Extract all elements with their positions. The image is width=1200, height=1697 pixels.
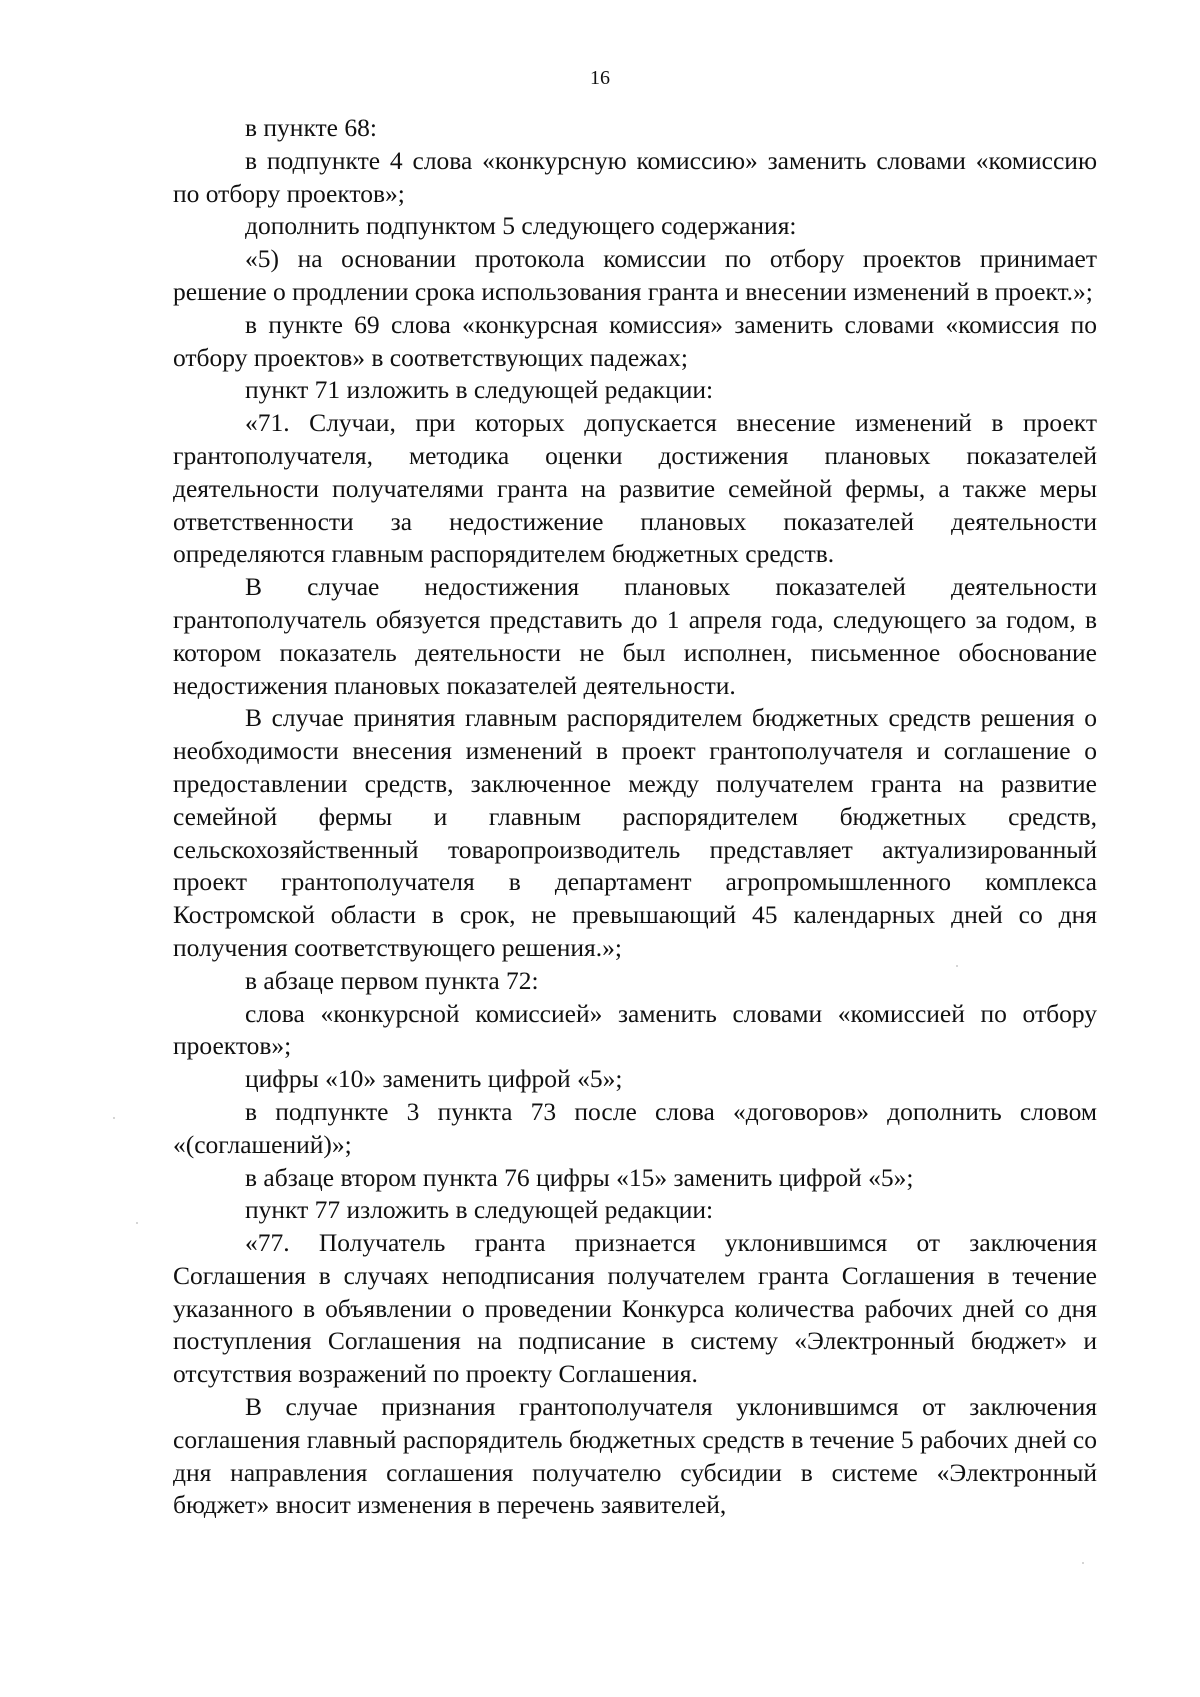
paragraph: в абзаце втором пункта 76 цифры «15» заменить цифрой «5»; [245,1162,914,1192]
paragraph: слова «конкурсной комиссией» заменить словами «комиссией по отбору проектов»; [173,998,1097,1061]
paragraph: в пункте 68: [245,113,377,142]
paragraph: В случае недостижения плановых показателей деятельности грантополучатель обязуется представить до 1 апреля года, следующего за годом, в котором показатель деятельности не был исполнен, письменное обоснование недостижения плановых показателей деятельности. [173,572,1097,700]
paragraph: В случае признания грантополучателя уклонившимся от заключения соглашения главный распорядитель бюджетных средств в течение 5 рабочих дней со дня направления соглашения получателю субсидии в системе «Электронный бюджет» вносит изменения в перечень заявителей, [173,1392,1097,1520]
document-body [173,112,1097,1522]
paragraph: в подпункте 4 слова «конкурсную комиссию» заменить словами «комиссию по отбору проектов»; [173,145,1097,208]
paragraph: цифры «10» заменить цифрой «5»; [245,1064,623,1094]
paragraph: в подпункте 3 пункта 73 после слова «договоров» дополнить словом «(соглашений)»; [173,1096,1097,1159]
paragraph: «5) на основании протокола комиссии по отбору проектов принимает решение о продлении срока использования гранта и внесении изменений в проект.»; [173,244,1097,306]
scan-speck [956,965,958,967]
scan-speck [136,1222,138,1224]
scan-speck [113,1117,115,1119]
paragraph: В случае принятия главным распорядителем бюджетных средств решения о необходимости внесения изменений в проект грантополучателя и соглашение о предоставлении средств, заключенное между получателем гранта на развитие семейной фермы и главным распорядителем бюджетных средств, сельскохозяйственный товаропроизводитель представляет актуализированный проект грантополучателя в департамент агропромышленного комплекса Костромской области в срок, не превышающий 45 календарных дней со дня получения соответствующего решения.»; [173,703,1097,962]
paragraph: в пункте 69 слова «конкурсная комиссия» заменить словами «комиссия по отбору проектов» в соответствующих падежах; [173,309,1097,372]
paragraph: дополнить подпунктом 5 следующего содержания: [245,211,797,241]
paragraph: пункт 77 изложить в следующей редакции: [245,1195,714,1225]
scan-speck [1082,1562,1084,1564]
page-number: 16 [590,67,610,89]
paragraph: в абзаце первом пункта 72: [245,965,539,995]
paragraph: «77. Получатель гранта признается уклонившимся от заключения Соглашения в случаях неподписания получателем гранта Соглашения в течение указанного в объявлении о проведении Конкурса количества рабочих дней со дня поступления Соглашения на подписание в систему «Электронный бюджет» и отсутствия возражений по проекту Соглашения. [173,1228,1097,1389]
paragraph: пункт 71 изложить в следующей редакции: [245,375,714,405]
paragraph: «71. Случаи, при которых допускается внесение изменений в проект грантополучателя, методика оценки достижения плановых показателей деятельности получателями гранта на развитие семейной фермы, а также меры ответственности за недостижение плановых показателей деятельности определяются главным распорядителем бюджетных средств. [173,408,1097,569]
